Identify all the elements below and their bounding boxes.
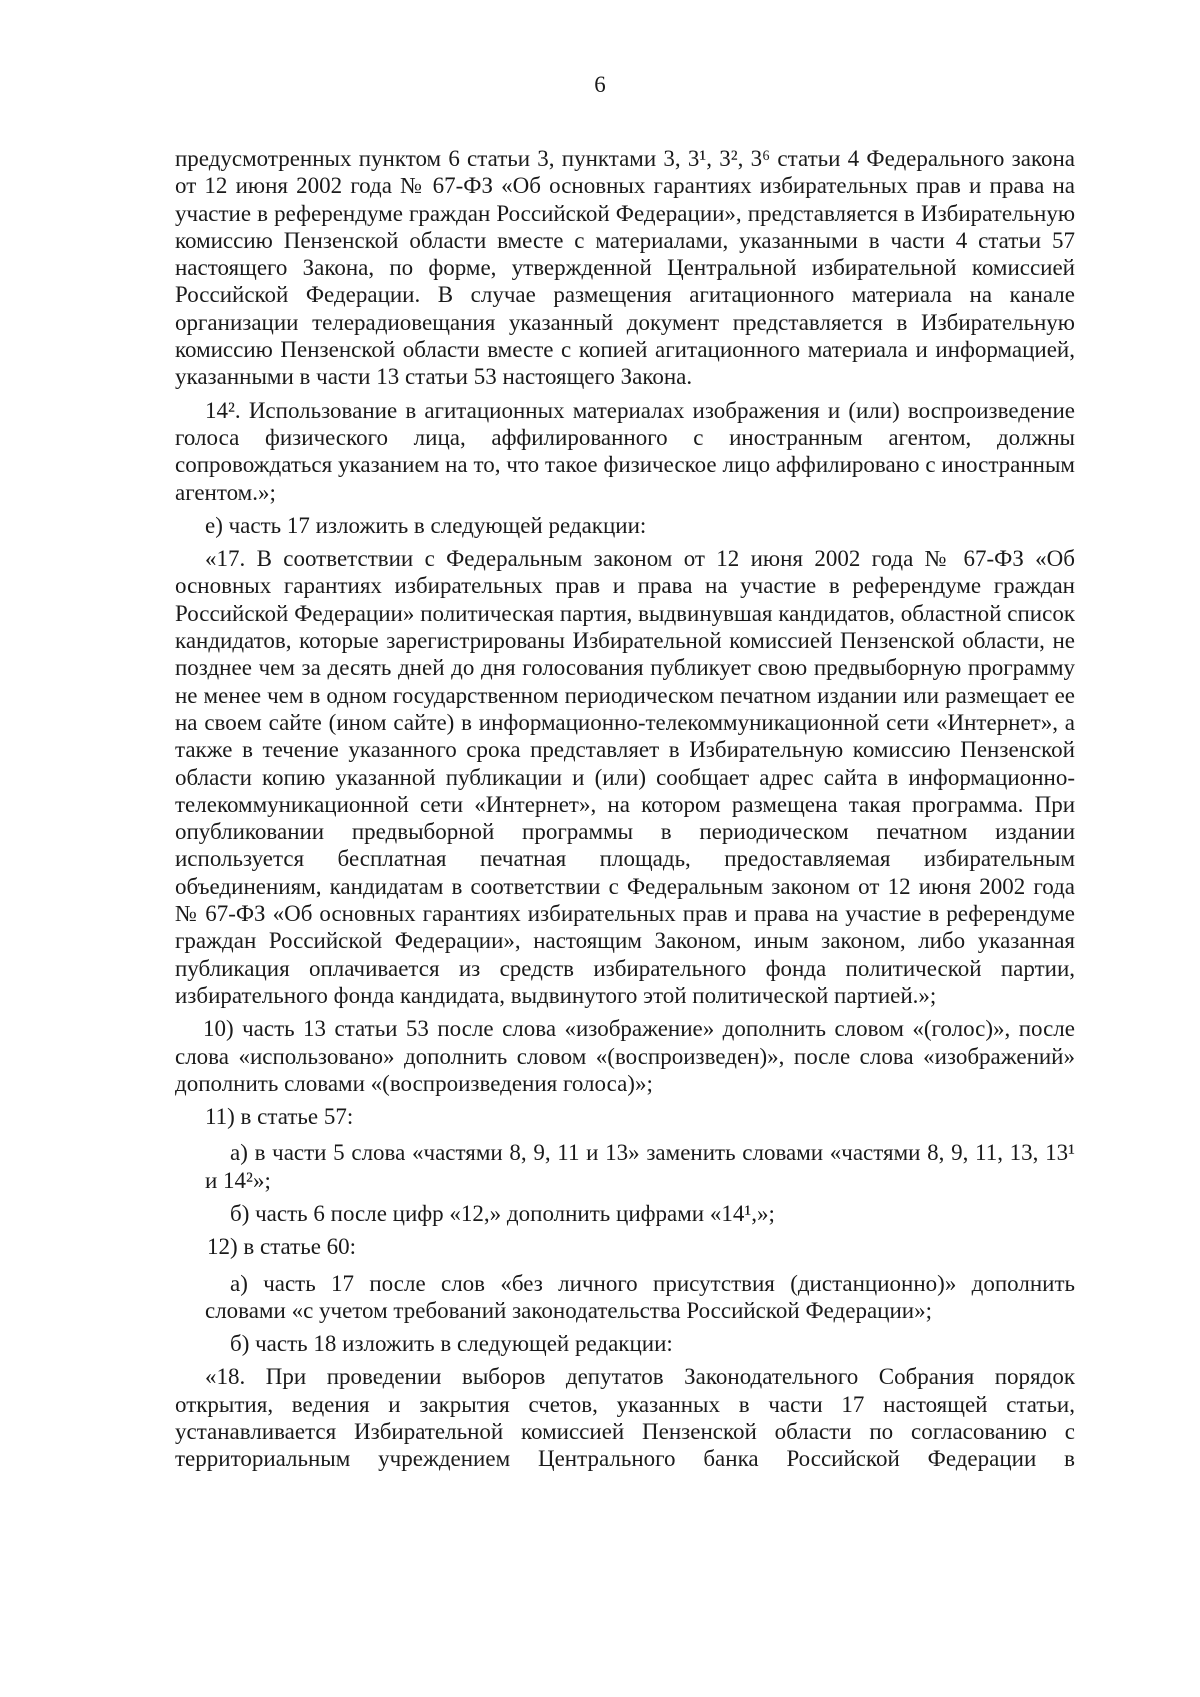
- paragraph-part-18: «18. При проведении выборов депутатов Законодательного Собрания порядок открытия, ведения и закрытия счетов, указанных в части 17 настоящей статьи, устанавливается Избирательной комиссией Пензенской области по согласованию с территориальным учреждением Центрального банка Российской Федерации в: [175, 1364, 1075, 1472]
- paragraph-item-11a: [175, 1139, 1075, 1194]
- document-body: [175, 145, 1075, 1479]
- item-12a-text: а) часть 17 после слов «без личного присутствия (дистанционно)» дополнить словами «с учетом требований законодательства Российской Федерации»;: [205, 1270, 1075, 1323]
- paragraph-item-12: 12) в статье 60:: [207, 1234, 357, 1260]
- paragraph-14-2: 14². Использование в агитационных материалах изображения и (или) воспроизведение голоса физического лица, аффилированного с иностранным агентом, должны сопровождаться указанием на то, что такое физическое лицо аффилировано с иностранным агентом.»;: [175, 397, 1075, 505]
- item-11a-text: а) в части 5 слова «частями 8, 9, 11 и 13» заменить словами «частями 8, 9, 11, 13, 13¹ и 14²»;: [205, 1140, 1075, 1193]
- paragraph-item-11b: б) часть 6 после цифр «12,» дополнить цифрами «14¹,»;: [230, 1200, 775, 1226]
- paragraph-item-e: е) часть 17 изложить в следующей редакции:: [205, 512, 647, 538]
- paragraph-item-11: 11) в статье 57:: [205, 1104, 354, 1130]
- paragraph-continuation: предусмотренных пунктом 6 статьи 3, пунктами 3, 3¹, 3², 3⁶ статьи 4 Федерального закона от 12 июня 2002 года № 67-ФЗ «Об основных гарантиях избирательных прав и права на участие в референдуме граждан Российской Федерации», представляется в Избирательную комиссию Пензенской области вместе с материалами, указанными в части 4 статьи 57 настоящего Закона, по форме, утвержденной Центральной избирательной комиссией Российской Федерации. В случае размещения агитационного материала на канале организации телерадиовещания указанный документ представляется в Избирательную комиссию Пензенской области вместе с копией агитационного материала и информацией, указанными в части 13 статьи 53 настоящего Закона.: [175, 146, 1075, 390]
- paragraph-item-10: 10) часть 13 статьи 53 после слова «изображение» дополнить словом «(голос)», после слова «использовано» дополнить словом «(воспроизведен)», после слова «изображений» дополнить словами «(воспроизведения голоса)»;: [175, 1016, 1075, 1096]
- paragraph-item-12b: б) часть 18 изложить в следующей редакции:: [230, 1331, 673, 1357]
- page-number: 6: [594, 72, 606, 97]
- paragraph-part-17: «17. В соответствии с Федеральным законом от 12 июня 2002 года № 67-ФЗ «Об основных гарантиях избирательных прав и права на участие в референдуме граждан Российской Федерации» политическая партия, выдвинувшая кандидатов, областной список кандидатов, которые зарегистрированы Избирательной комиссией Пензенской области, не позднее чем за десять дней до дня голосования публикует свою предвыборную программу не менее чем в одном государственном периодическом печатном издании или размещает ее на своем сайте (ином сайте) в информационно-телекоммуникационной сети «Интернет», а также в течение указанного срока представляет в Избирательную комиссию Пензенской области копию указанной публикации и (или) сообщает адрес сайта в информационно-телекоммуникационной сети «Интернет», на котором размещена такая программа. При опубликовании предвыборной программы в периодическом печатном издании используется бесплатная печатная площадь, предоставляемая избирательным объединениям, кандидатам в соответствии с Федеральным законом от 12 июня 2002 года № 67-ФЗ «Об основных гарантиях избирательных прав и права на участие в референдуме граждан Российской Федерации», настоящим Законом, иным законом, либо указанная публикация оплачивается из средств избирательного фонда политической партии, избирательного фонда кандидата, выдвинутого этой политической партией.»;: [175, 546, 1075, 1008]
- paragraph-item-12a: [175, 1270, 1075, 1325]
